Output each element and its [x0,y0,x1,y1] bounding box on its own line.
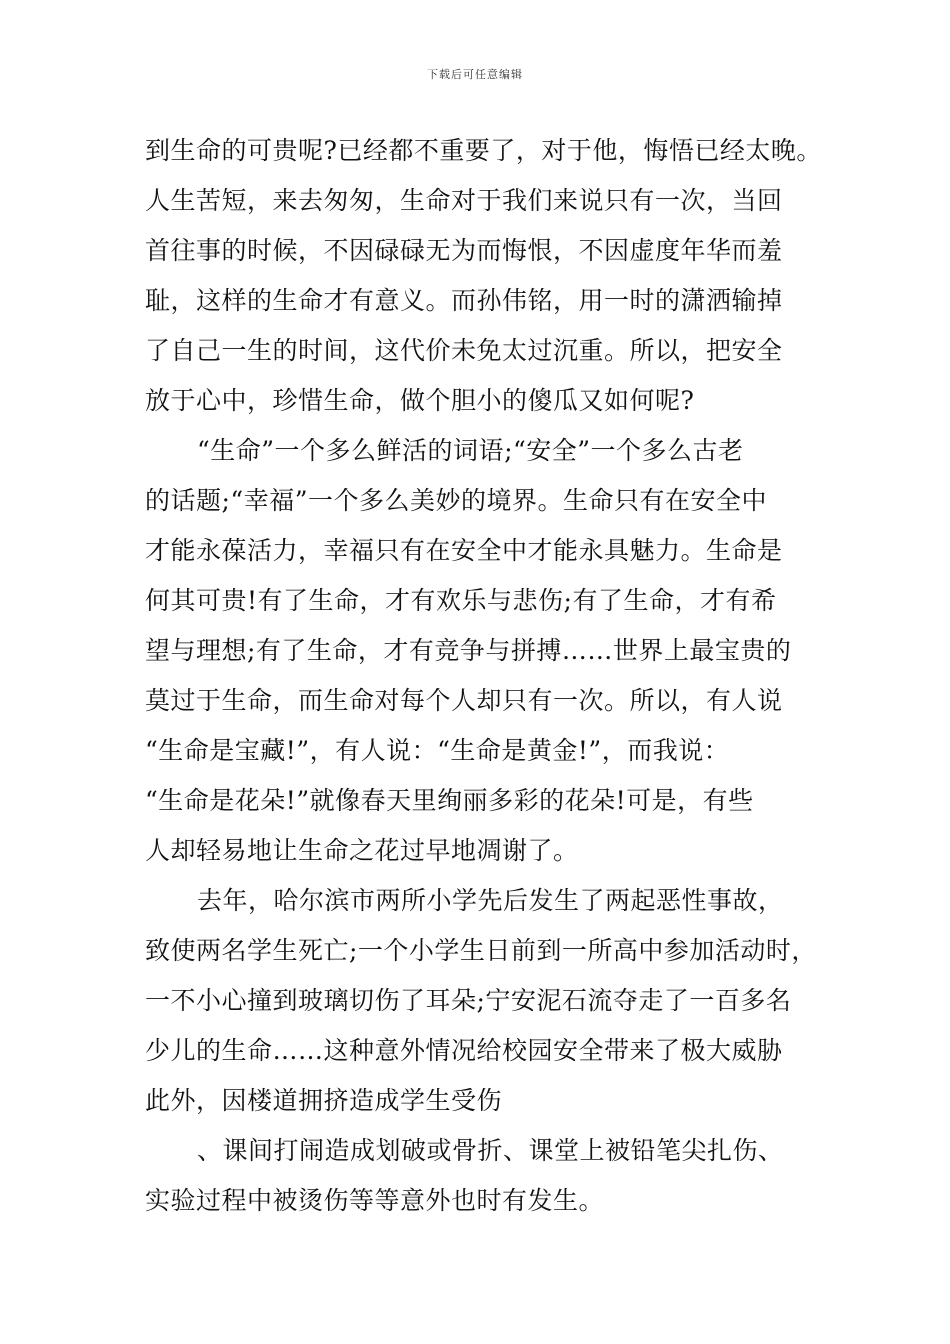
text-line: 到生命的可贵呢?已经都不重要了，对于他，悔悟已经太晚。 [145,136,822,165]
text-line: 莫过于生命，而生命对每个人却只有一次。所以，有人说 [145,686,783,715]
paragraph-1 [145,126,825,426]
text-line: 去年，哈尔滨市两所小学先后发生了两起恶性事故， [197,886,784,915]
text-line: 人生苦短，来去匆匆，生命对于我们来说只有一次，当回 [145,186,783,215]
page-header: 下载后可任意编辑 [427,68,523,81]
text-line: 少儿的生命……这种意外情况给校园安全带来了极大威胁 [145,1036,783,1065]
paragraph-4 [145,1126,825,1226]
text-line: “生命”一个多么鲜活的词语;“安全”一个多么古老 [197,436,744,465]
text-line: 人却轻易地让生命之花过早地凋谢了。 [145,836,579,865]
paragraph-2 [145,426,825,876]
text-line: 、课间打闹造成划破或骨折、课堂上被铅笔尖扎伤、 [197,1136,784,1165]
text-line: 耻，这样的生命才有意义。而孙伟铭，用一时的潇洒输掉 [145,286,783,315]
text-line: 实验过程中被烫伤等等意外也时有发生。 [145,1186,605,1215]
text-line: 望与理想;有了生命，才有竞争与拼搏……世界上最宝贵的 [145,636,792,665]
text-line: 一不小心撞到玻璃切伤了耳朵;宁安泥石流夺走了一百多名 [145,986,792,1015]
text-line: 了自己一生的时间，这代价未免太过沉重。所以，把安全 [145,336,783,365]
document-body [145,126,825,1226]
text-line: 何其可贵!有了生命，才有欢乐与悲伤;有了生命，才有希 [145,586,777,615]
text-line: 的话题;“幸福”一个多么美妙的境界。生命只有在安全中 [145,486,767,515]
text-line: 首往事的时候，不因碌碌无为而悔恨，不因虚度年华而羞 [145,236,783,265]
text-line: “生命是宝藏!”，有人说：“生命是黄金!”，而我说： [145,736,730,765]
text-line: 放于心中，珍惜生命，做个胆小的傻瓜又如何呢? [145,386,695,415]
text-line: “生命是花朵!”就像春天里绚丽多彩的花朵!可是，有些 [145,786,754,815]
text-line: 此外，因楼道拥挤造成学生受伤 [145,1086,503,1115]
paragraph-3 [145,876,825,1126]
text-line: 才能永葆活力，幸福只有在安全中才能永具魅力。生命是 [145,536,783,565]
text-line: 致使两名学生死亡;一个小学生日前到一所高中参加活动时， [145,936,817,965]
